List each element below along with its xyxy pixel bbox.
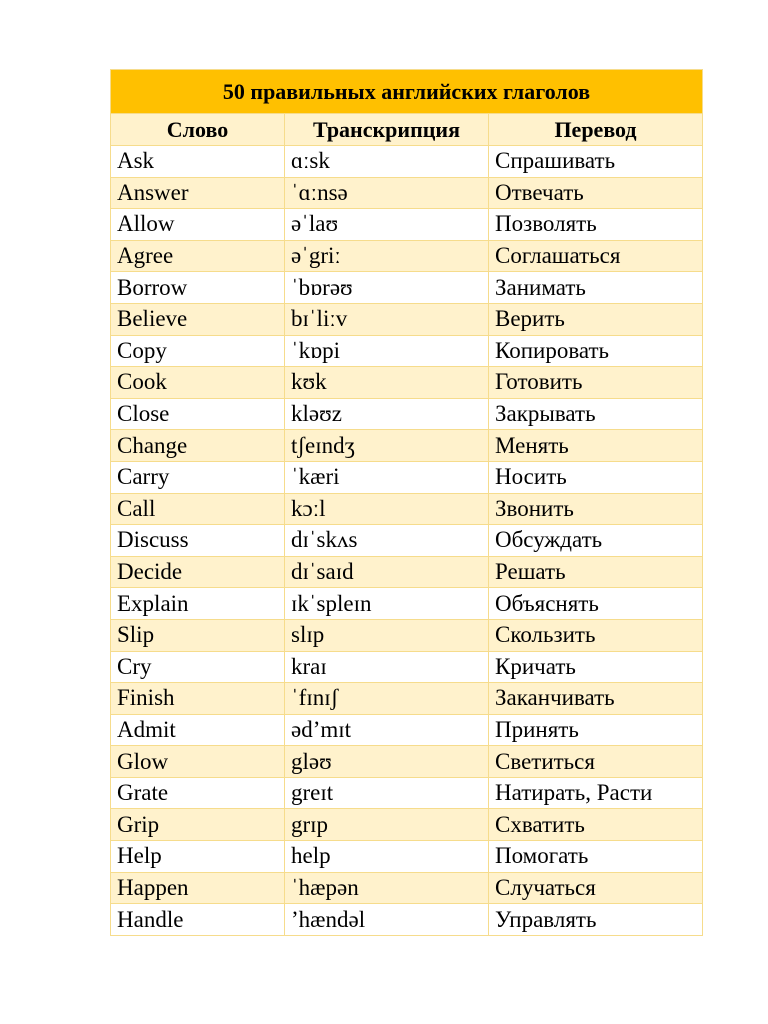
cell-word: Cook bbox=[111, 367, 285, 399]
cell-transcription: ˈɑːnsə bbox=[285, 177, 489, 209]
cell-transcription: tʃeɪndʒ bbox=[285, 430, 489, 462]
table-row bbox=[111, 303, 703, 335]
cell-transcription: əˈgriː bbox=[285, 240, 489, 272]
cell-word: Happen bbox=[111, 872, 285, 904]
cell-transcription: dɪˈsaɪd bbox=[285, 556, 489, 588]
cell-word: Change bbox=[111, 430, 285, 462]
cell-translation: Решать bbox=[489, 556, 703, 588]
table-title: 50 правильных английских глаголов bbox=[111, 70, 703, 114]
cell-translation: Натирать, Расти bbox=[489, 777, 703, 809]
table-row bbox=[111, 177, 703, 209]
cell-word: Help bbox=[111, 841, 285, 873]
table-row bbox=[111, 619, 703, 651]
column-header-row bbox=[111, 114, 703, 146]
table-row bbox=[111, 240, 703, 272]
cell-word: Cry bbox=[111, 651, 285, 683]
table-title-row bbox=[111, 70, 703, 114]
cell-word: Slip bbox=[111, 619, 285, 651]
table-row bbox=[111, 430, 703, 462]
cell-word: Borrow bbox=[111, 272, 285, 304]
cell-word: Answer bbox=[111, 177, 285, 209]
cell-transcription: ˈfɪnɪʃ bbox=[285, 683, 489, 715]
table-row bbox=[111, 651, 703, 683]
cell-translation: Помогать bbox=[489, 841, 703, 873]
cell-transcription: kʊk bbox=[285, 367, 489, 399]
cell-transcription: əˈlaʊ bbox=[285, 209, 489, 241]
table-row bbox=[111, 335, 703, 367]
cell-transcription: bɪˈliːv bbox=[285, 303, 489, 335]
table-row bbox=[111, 872, 703, 904]
table-row bbox=[111, 809, 703, 841]
cell-transcription: dɪˈskʌs bbox=[285, 525, 489, 557]
cell-word: Glow bbox=[111, 746, 285, 778]
cell-translation: Спрашивать bbox=[489, 146, 703, 178]
table-row bbox=[111, 777, 703, 809]
cell-transcription: kraɪ bbox=[285, 651, 489, 683]
cell-word: Allow bbox=[111, 209, 285, 241]
cell-translation: Звонить bbox=[489, 493, 703, 525]
cell-translation: Управлять bbox=[489, 904, 703, 936]
cell-translation: Верить bbox=[489, 303, 703, 335]
cell-translation: Заканчивать bbox=[489, 683, 703, 715]
cell-transcription: ˈbɒrəʊ bbox=[285, 272, 489, 304]
cell-word: Finish bbox=[111, 683, 285, 715]
cell-word: Ask bbox=[111, 146, 285, 178]
cell-word: Close bbox=[111, 398, 285, 430]
cell-translation: Занимать bbox=[489, 272, 703, 304]
table-row bbox=[111, 714, 703, 746]
cell-translation: Копировать bbox=[489, 335, 703, 367]
verbs-table bbox=[110, 69, 703, 936]
cell-word: Admit bbox=[111, 714, 285, 746]
cell-word: Decide bbox=[111, 556, 285, 588]
table-row bbox=[111, 146, 703, 178]
table-row bbox=[111, 841, 703, 873]
cell-word: Copy bbox=[111, 335, 285, 367]
table-row bbox=[111, 746, 703, 778]
table-row bbox=[111, 209, 703, 241]
cell-translation: Отвечать bbox=[489, 177, 703, 209]
cell-translation: Менять bbox=[489, 430, 703, 462]
cell-transcription: slɪp bbox=[285, 619, 489, 651]
table-row bbox=[111, 398, 703, 430]
table-row bbox=[111, 588, 703, 620]
cell-transcription: ’hændəl bbox=[285, 904, 489, 936]
table-row bbox=[111, 367, 703, 399]
cell-transcription: kləʊz bbox=[285, 398, 489, 430]
cell-transcription: gləʊ bbox=[285, 746, 489, 778]
cell-transcription: greɪt bbox=[285, 777, 489, 809]
cell-transcription: ɪkˈspleɪn bbox=[285, 588, 489, 620]
cell-translation: Носить bbox=[489, 461, 703, 493]
table-row bbox=[111, 904, 703, 936]
cell-translation: Обсуждать bbox=[489, 525, 703, 557]
cell-translation: Скользить bbox=[489, 619, 703, 651]
table-row bbox=[111, 493, 703, 525]
cell-translation: Принять bbox=[489, 714, 703, 746]
cell-translation: Случаться bbox=[489, 872, 703, 904]
cell-word: Grip bbox=[111, 809, 285, 841]
table-row bbox=[111, 461, 703, 493]
cell-translation: Схватить bbox=[489, 809, 703, 841]
table-body bbox=[111, 146, 703, 936]
table-row bbox=[111, 556, 703, 588]
cell-translation: Позволять bbox=[489, 209, 703, 241]
cell-translation: Готовить bbox=[489, 367, 703, 399]
cell-word: Handle bbox=[111, 904, 285, 936]
cell-transcription: ɑːsk bbox=[285, 146, 489, 178]
cell-transcription: ˈkɒpi bbox=[285, 335, 489, 367]
cell-translation: Соглашаться bbox=[489, 240, 703, 272]
table-row bbox=[111, 683, 703, 715]
cell-translation: Закрывать bbox=[489, 398, 703, 430]
column-header-translation: Перевод bbox=[489, 114, 703, 146]
cell-transcription: ˈkæri bbox=[285, 461, 489, 493]
cell-word: Discuss bbox=[111, 525, 285, 557]
cell-transcription: grɪp bbox=[285, 809, 489, 841]
table-row bbox=[111, 272, 703, 304]
cell-translation: Кричать bbox=[489, 651, 703, 683]
cell-transcription: help bbox=[285, 841, 489, 873]
cell-transcription: ˈhæpən bbox=[285, 872, 489, 904]
cell-transcription: əd’mɪt bbox=[285, 714, 489, 746]
cell-word: Believe bbox=[111, 303, 285, 335]
cell-word: Call bbox=[111, 493, 285, 525]
cell-word: Grate bbox=[111, 777, 285, 809]
cell-word: Carry bbox=[111, 461, 285, 493]
cell-transcription: kɔːl bbox=[285, 493, 489, 525]
column-header-word: Слово bbox=[111, 114, 285, 146]
table-row bbox=[111, 525, 703, 557]
column-header-transcription: Транскрипция bbox=[285, 114, 489, 146]
cell-translation: Светиться bbox=[489, 746, 703, 778]
cell-word: Agree bbox=[111, 240, 285, 272]
cell-translation: Объяснять bbox=[489, 588, 703, 620]
cell-word: Explain bbox=[111, 588, 285, 620]
